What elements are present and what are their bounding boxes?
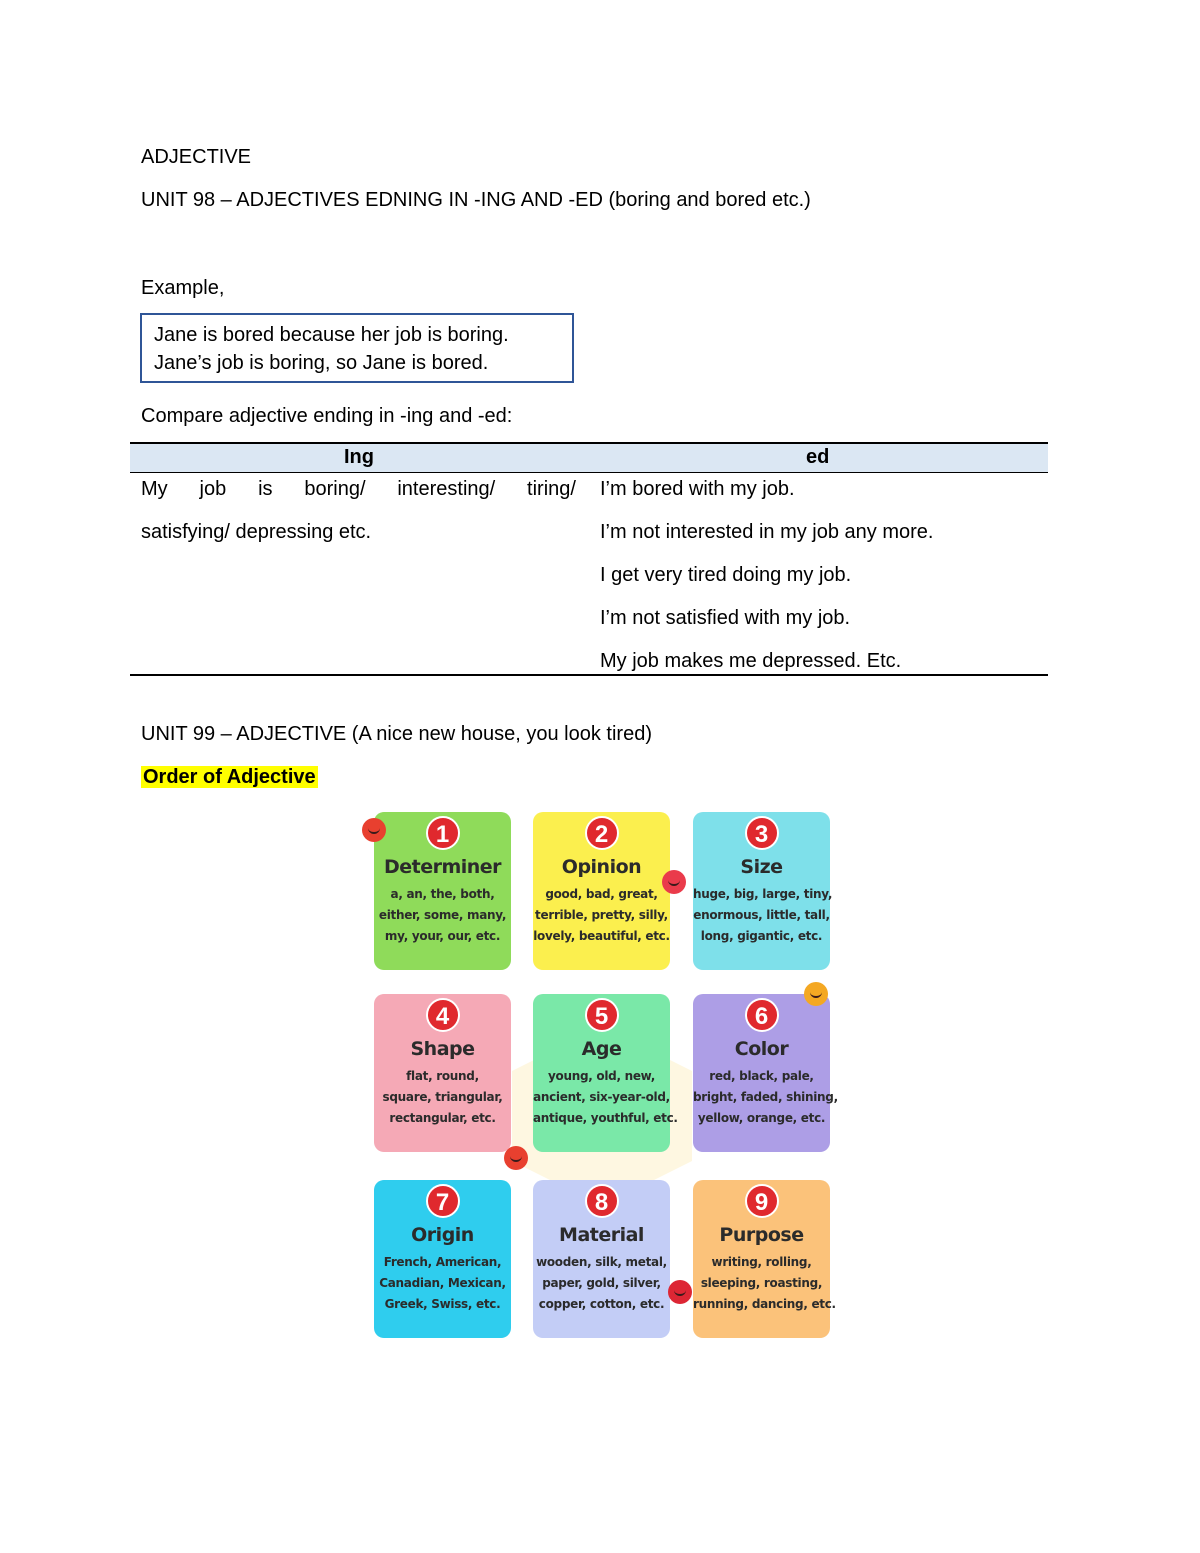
unit98-title: UNIT 98 – ADJECTIVES EDNING IN -ING AND -ED (boring and bored etc.) bbox=[141, 189, 811, 211]
strawberry-icon bbox=[662, 870, 686, 894]
table-bottom-rule bbox=[130, 674, 1048, 676]
card-examples bbox=[374, 884, 511, 947]
tomato-icon bbox=[362, 818, 386, 842]
document-heading: ADJECTIVE bbox=[141, 146, 252, 168]
card-examples bbox=[374, 1066, 511, 1129]
ed-line: I get very tired doing my job. bbox=[600, 564, 852, 586]
example-label: Example, bbox=[141, 277, 225, 299]
comparison-table bbox=[130, 442, 1048, 676]
example-word-line: enormous, little, tall, bbox=[693, 908, 830, 922]
example-word-line: terrible, pretty, silly, bbox=[535, 908, 668, 922]
card-examples bbox=[374, 1252, 511, 1315]
example-word-line: copper, cotton, etc. bbox=[538, 1297, 665, 1311]
ing-word: is bbox=[258, 478, 273, 500]
card-examples bbox=[533, 1066, 678, 1129]
order-card-origin bbox=[374, 1180, 511, 1338]
order-card-opinion bbox=[533, 812, 670, 970]
card-title: Size bbox=[740, 856, 783, 878]
orange-icon bbox=[804, 982, 828, 1006]
adjective-order-infographic bbox=[362, 806, 840, 1346]
example-box bbox=[140, 313, 574, 383]
example-word-line: yellow, orange, etc. bbox=[697, 1111, 826, 1125]
order-card-age bbox=[533, 994, 678, 1152]
ed-line: I’m not satisfied with my job. bbox=[600, 607, 851, 629]
number-badge: 3 bbox=[745, 816, 779, 850]
ing-word: My bbox=[141, 478, 168, 500]
ed-line: My job makes me depressed. Etc. bbox=[600, 650, 902, 672]
header-ing: Ing bbox=[344, 446, 374, 468]
card-title: Determiner bbox=[383, 856, 502, 878]
card-title: Age bbox=[581, 1038, 622, 1060]
example-word-line: young, old, new, bbox=[548, 1069, 655, 1083]
example-word-line: writing, rolling, bbox=[711, 1255, 812, 1269]
card-title: Shape bbox=[410, 1038, 475, 1060]
example-word-line: antique, youthful, etc. bbox=[533, 1111, 678, 1125]
table-header-row bbox=[130, 444, 1048, 473]
card-title: Purpose bbox=[719, 1224, 804, 1246]
number-badge: 8 bbox=[585, 1184, 619, 1218]
example-word-line: either, some, many, bbox=[378, 908, 507, 922]
ed-line: I’m bored with my job. bbox=[600, 478, 795, 500]
number-badge: 5 bbox=[585, 998, 619, 1032]
header-ed: ed bbox=[806, 446, 830, 468]
example-word-line: French, American, bbox=[383, 1255, 502, 1269]
card-examples bbox=[693, 1252, 836, 1315]
ing-word: interesting/ bbox=[397, 478, 496, 500]
example-word-line: bright, faded, shining, bbox=[693, 1090, 838, 1104]
highlighted-heading: Order of Adjective bbox=[143, 766, 316, 788]
ing-line-1 bbox=[141, 477, 576, 501]
ing-word: boring/ bbox=[304, 478, 366, 500]
example-word-line: ancient, six-year-old, bbox=[533, 1090, 670, 1104]
example-word-line: Greek, Swiss, etc. bbox=[384, 1297, 501, 1311]
card-examples bbox=[693, 1066, 838, 1129]
order-heading bbox=[141, 765, 318, 789]
number-badge: 4 bbox=[426, 998, 460, 1032]
tomato-icon bbox=[504, 1146, 528, 1170]
example-line: Jane is bored because her job is boring. bbox=[154, 324, 509, 346]
example-word-line: Canadian, Mexican, bbox=[379, 1276, 506, 1290]
card-title: Opinion bbox=[561, 856, 642, 878]
example-word-line: red, black, pale, bbox=[709, 1069, 814, 1083]
number-badge: 9 bbox=[745, 1184, 779, 1218]
card-title: Material bbox=[559, 1224, 644, 1246]
order-card-color bbox=[693, 994, 838, 1152]
ing-word: tiring/ bbox=[527, 478, 576, 500]
ing-line-2: satisfying/ depressing etc. bbox=[141, 521, 372, 543]
example-word-line: my, your, our, etc. bbox=[384, 929, 501, 943]
number-badge: 1 bbox=[426, 816, 460, 850]
card-examples bbox=[693, 884, 833, 947]
unit99-title: UNIT 99 – ADJECTIVE (A nice new house, you look tired) bbox=[141, 723, 652, 745]
cherry-icon bbox=[668, 1280, 692, 1304]
ing-word: job bbox=[199, 478, 227, 500]
example-word-line: flat, round, bbox=[406, 1069, 479, 1083]
example-word-line: rectangular, etc. bbox=[389, 1111, 496, 1125]
order-card-material bbox=[533, 1180, 670, 1338]
example-word-line: good, bad, great, bbox=[545, 887, 658, 901]
ed-line: I’m not interested in my job any more. bbox=[600, 521, 934, 543]
example-word-line: square, triangular, bbox=[382, 1090, 503, 1104]
compare-label: Compare adjective ending in -ing and -ed: bbox=[141, 405, 513, 427]
example-word-line: huge, big, large, tiny, bbox=[693, 887, 833, 901]
number-badge: 6 bbox=[745, 998, 779, 1032]
example-word-line: lovely, beautiful, etc. bbox=[533, 929, 670, 943]
example-word-line: long, gigantic, etc. bbox=[700, 929, 823, 943]
card-title: Origin bbox=[411, 1224, 474, 1246]
example-word-line: running, dancing, etc. bbox=[693, 1297, 836, 1311]
example-line: Jane’s job is boring, so Jane is bored. bbox=[154, 352, 489, 374]
number-badge: 2 bbox=[585, 816, 619, 850]
number-badge: 7 bbox=[426, 1184, 460, 1218]
card-examples bbox=[533, 884, 670, 947]
order-card-purpose bbox=[693, 1180, 836, 1338]
example-word-line: paper, gold, silver, bbox=[542, 1276, 661, 1290]
example-word-line: wooden, silk, metal, bbox=[536, 1255, 667, 1269]
card-examples bbox=[533, 1252, 670, 1315]
order-card-size bbox=[693, 812, 833, 970]
example-word-line: a, an, the, both, bbox=[390, 887, 495, 901]
order-card-shape bbox=[374, 994, 511, 1152]
order-card-determiner bbox=[374, 812, 511, 970]
example-word-line: sleeping, roasting, bbox=[700, 1276, 823, 1290]
card-title: Color bbox=[734, 1038, 789, 1060]
